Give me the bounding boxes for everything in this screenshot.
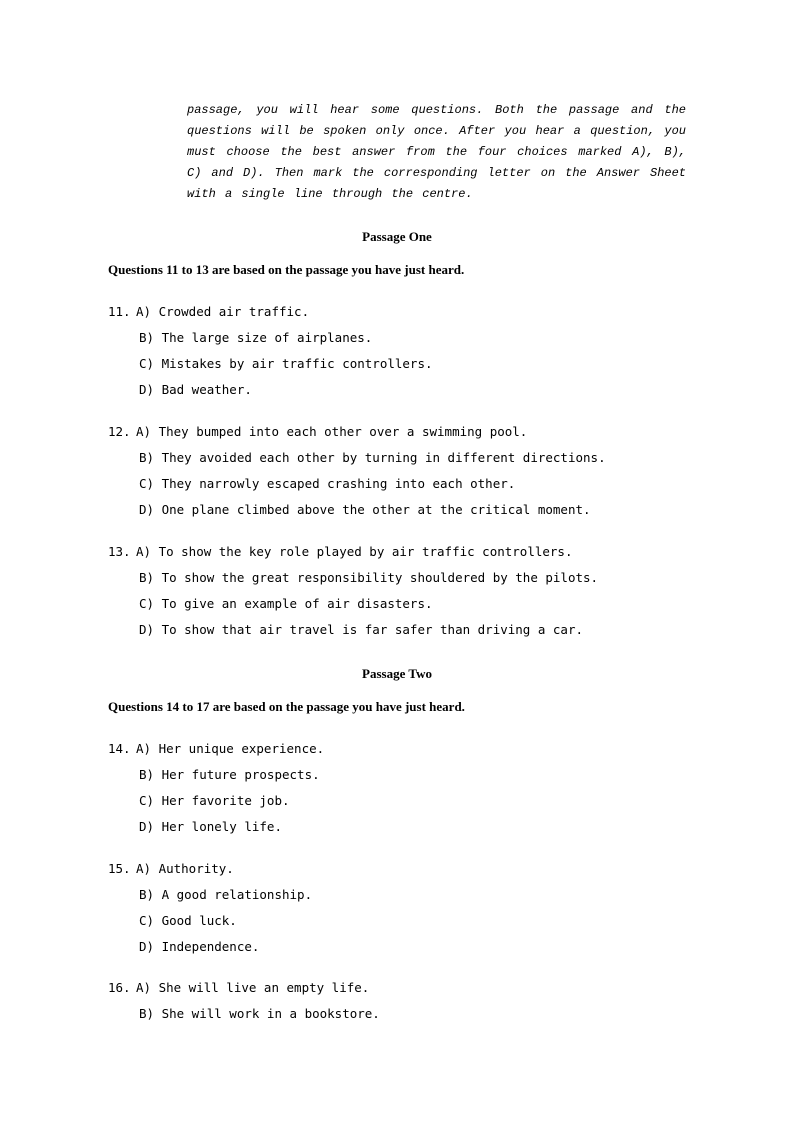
option-a: A) Crowded air traffic. [136, 304, 310, 319]
passage-one-heading: Questions 11 to 13 are based on the passage you have just heard. [108, 262, 465, 277]
question-number: 14. [108, 741, 131, 756]
option-b: B) She will work in a bookstore. [139, 1006, 380, 1021]
option-d: D) To show that air travel is far safer than driving a car. [139, 622, 584, 637]
option-d: D) Bad weather. [139, 382, 252, 397]
question-number: 16. [108, 980, 131, 995]
option-a: A) They bumped into each other over a swimming pool. [136, 424, 528, 439]
option-d: D) One plane climbed above the other at the critical moment. [139, 502, 591, 517]
option-b: B) Her future prospects. [139, 767, 320, 782]
option-a: A) Authority. [136, 861, 234, 876]
option-a: A) Her unique experience. [136, 741, 325, 756]
option-c: C) Mistakes by air traffic controllers. [139, 356, 433, 371]
option-c: C) They narrowly escaped crashing into each other. [139, 476, 516, 491]
option-c: C) To give an example of air disasters. [139, 596, 433, 611]
passage-two-title: Passage Two [362, 666, 432, 681]
option-b: B) The large size of airplanes. [139, 330, 373, 345]
question-number: 13. [108, 544, 131, 559]
option-a: A) She will live an empty life. [136, 980, 370, 995]
option-c: C) Her favorite job. [139, 793, 290, 808]
question-number: 11. [108, 304, 131, 319]
passage-two-heading: Questions 14 to 17 are based on the passage you have just heard. [108, 699, 465, 714]
option-a: A) To show the key role played by air traffic controllers. [136, 544, 573, 559]
option-b: B) To show the great responsibility shouldered by the pilots. [139, 570, 599, 585]
option-b: B) They avoided each other by turning in different directions. [139, 450, 606, 465]
passage-one-title: Passage One [362, 229, 432, 244]
option-d: D) Her lonely life. [139, 819, 282, 834]
option-b: B) A good relationship. [139, 887, 313, 902]
question-number: 12. [108, 424, 131, 439]
directions-text: passage, you will hear some questions. Both the passage and the questions will be spoken only once. After you hear a question, you must choose the best answer from the four choices marked A), B), C) and D). Then mark the corresponding letter on the Answer Sheet with a single line through the centre. [187, 103, 686, 201]
option-c: C) Good luck. [139, 913, 237, 928]
question-number: 15. [108, 861, 131, 876]
option-d: D) Independence. [139, 939, 260, 954]
